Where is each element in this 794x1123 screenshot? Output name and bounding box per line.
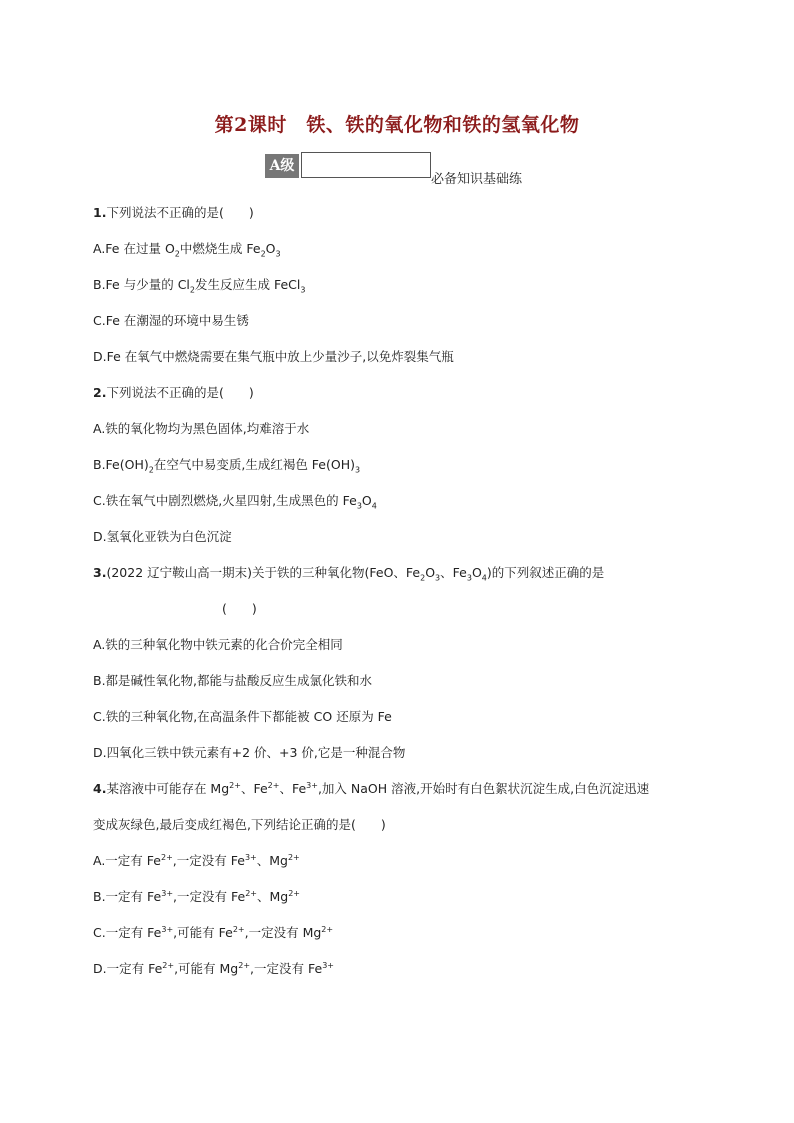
q1-option-c: C.Fe 在潮湿的环境中易生锈 [93,313,249,328]
q1-b-text: 发生反应生成 FeCl [195,277,301,292]
q4-b-text: 、Mg [256,889,289,904]
q1-stem [93,203,254,221]
q1-a-text: A.Fe 在过量 O [93,241,175,256]
q1-a-sub: 2 [174,249,180,259]
q2-b-text: B.Fe(OH) [93,457,149,472]
q4-d-sup: 3+ [322,960,334,970]
q3-stem-text: 、Fe [440,565,467,580]
q4-option-b [93,887,300,905]
q3-option-b: B.都是碱性氧化物,都能与盐酸反应生成氯化铁和水 [93,673,373,688]
q1-option-a [93,239,281,259]
q1-a-text: 中燃烧生成 Fe [179,241,261,256]
q4-stem-sup: 2+ [267,780,280,790]
q4-stem-text: 某溶液中可能存在 Mg [106,781,230,796]
q2-option-a: A.铁的氧化物均为黑色固体,均难溶于水 [93,421,310,436]
q3-stem [93,563,604,583]
q4-option-d [93,959,334,977]
q2-c-sub: 4 [371,501,377,511]
q4-a-text: ,一定没有 Fe [172,853,245,868]
q1-b-text: B.Fe 与少量的 Cl [93,277,190,292]
q2-b-text: 在空气中易变质,生成红褐色 Fe(OH) [153,457,355,472]
q4-stem-line2: 变成灰绿色,最后变成红褐色,下列结论正确的是( ) [93,817,386,832]
q4-b-text: B.一定有 Fe [93,889,162,904]
q1-a-sub: 2 [260,249,266,259]
q1-b-sub: 2 [189,285,195,295]
q4-b-sup: 2+ [288,888,301,898]
q4-a-sup: 2+ [160,852,173,862]
q4-a-sup: 3+ [244,852,257,862]
q1-b-sub: 3 [300,285,306,295]
q4-c-sup: 2+ [232,924,245,934]
q2-b-sub: 3 [354,465,361,475]
q4-d-sup: 2+ [238,960,251,970]
q3-option-a: A.铁的三种氧化物中铁元素的化合价完全相同 [93,637,343,652]
q4-stem-line1 [93,779,649,797]
q3-option-d: D.四氧化三铁中铁元素有+2 价、+3 价,它是一种混合物 [93,745,406,760]
q3-number: 3. [93,565,107,580]
q4-b-text: ,一定没有 Fe [173,889,246,904]
q4-d-sup: 2+ [162,960,175,970]
q4-d-text: ,可能有 Mg [174,961,239,976]
q3-stem-text: (2022 辽宁鞍山高一期末)关于铁的三种氧化物(FeO、Fe [106,565,421,580]
q4-d-text: D.一定有 Fe [93,961,163,976]
q4-option-c [93,923,333,941]
q4-c-text: ,可能有 Fe [173,925,233,940]
q4-stem-text: 、Fe [279,781,307,796]
q4-c-sup: 3+ [161,924,174,934]
q2-option-c [93,491,377,511]
q4-b-sup: 2+ [245,888,257,898]
level-badge: A级 [265,154,299,178]
q3-stem-text: O [425,565,436,580]
q1-a-text: O [265,241,276,256]
q4-a-text: 、Mg [256,853,288,868]
q4-c-text: ,一定没有 Mg [244,925,322,940]
q4-c-text: C.一定有 Fe [93,925,162,940]
q3-stem-sub: 4 [481,573,487,583]
q4-a-sup: 2+ [287,852,300,862]
q4-number: 4. [93,781,107,796]
page-title: 第2课时 铁、铁的氧化物和铁的氢氧化物 [214,114,580,136]
q2-stem-text: 下列说法不正确的是( ) [106,385,254,400]
q4-stem-sup: 2+ [229,780,241,790]
q4-b-sup: 3+ [161,888,174,898]
q3-stem-text: )的下列叙述正确的是 [486,565,605,580]
q2-number: 2. [93,385,107,400]
q1-stem-text: 下列说法不正确的是( ) [106,205,254,220]
q2-stem [93,383,254,401]
q4-stem-sup: 3+ [306,780,318,790]
q2-option-d: D.氢氧化亚铁为白色沉淀 [93,529,232,544]
level-label: 必备知识基础练 [431,172,523,187]
q3-answer-paren: ( ) [222,601,257,616]
q3-stem-text: O [471,565,482,580]
q3-stem-sub: 3 [466,573,472,583]
q2-c-text: C.铁在氧气中剧烈燃烧,火星四射,生成黑色的 Fe [93,493,357,508]
q1-option-d: D.Fe 在氧气中燃烧需要在集气瓶中放上少量沙子,以免炸裂集气瓶 [93,349,454,364]
q3-option-c: C.铁的三种氧化物,在高温条件下都能被 CO 还原为 Fe [93,709,392,724]
q3-stem-sub: 2 [420,573,426,583]
q4-option-a [93,851,300,869]
q2-c-sub: 3 [356,501,362,511]
level-blank-box [301,152,431,178]
q3-stem-sub: 3 [435,573,441,583]
q2-b-sub: 2 [148,465,154,475]
q4-a-text: A.一定有 Fe [93,853,161,868]
q4-stem-text: 、Fe [240,781,268,796]
q2-option-b [93,455,360,475]
q1-option-b [93,275,305,295]
q4-d-text: ,一定没有 Fe [250,961,323,976]
q1-a-sub: 3 [275,249,281,259]
q2-c-text: O [361,493,372,508]
q1-number: 1. [93,205,107,220]
q4-stem-text: ,加入 NaOH 溶液,开始时有白色絮状沉淀生成,白色沉淀迅速 [317,781,650,796]
q4-c-sup: 2+ [321,924,334,934]
